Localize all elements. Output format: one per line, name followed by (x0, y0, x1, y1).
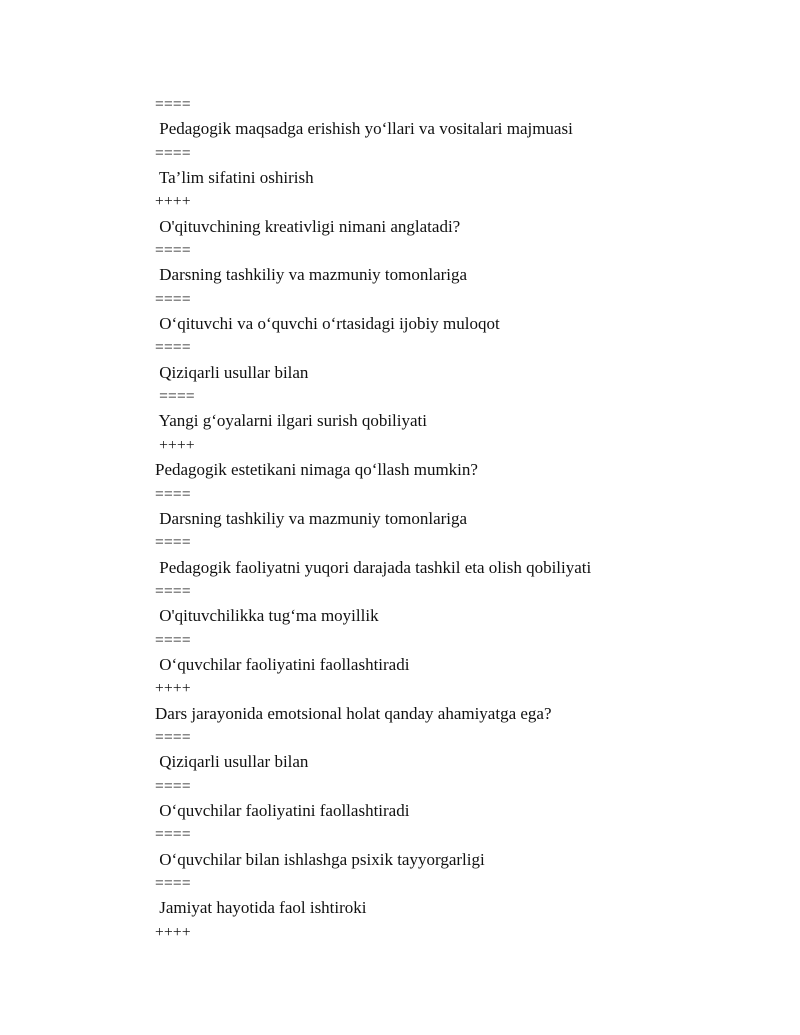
text-line: Jamiyat hayotida faol ishtiroki (155, 898, 367, 918)
separator-line: ++++ (155, 680, 191, 698)
text-line: O‘quvchilar faoliyatini faollashtiradi (155, 800, 410, 820)
separator-line: ==== (155, 388, 195, 406)
separator-line: ==== (155, 826, 191, 844)
separator-line: ==== (155, 631, 191, 649)
text-line: Dars jarayonida emotsional holat qanday ahamiyatga ega? (155, 703, 552, 723)
text-line: Darsning tashkiliy va mazmuniy tomonlariga (155, 265, 468, 285)
separator-line: ==== (155, 728, 191, 746)
text-line: O'qituvchining kreativligi nimani anglatadi? (155, 216, 461, 236)
separator-line: ==== (155, 242, 191, 260)
separator-line: ==== (155, 875, 191, 892)
text-line: Qiziqarli usullar bilan (155, 362, 309, 382)
separator-line: ++++ (155, 436, 195, 454)
text-line: Qiziqarli usullar bilan (155, 752, 309, 772)
text-line: Pedagogik estetikani nimaga qo‘llash mumkin? (155, 460, 478, 480)
separator-line: ++++ (155, 923, 191, 941)
separator-line: ++++ (155, 193, 191, 211)
text-line: Yangi g‘oyalarni ilgari surish qobiliyati (155, 411, 427, 431)
text-line: Pedagogik maqsadga erishish yo‘llari va vositalari majmuasi (155, 119, 573, 139)
separator-line: ==== (155, 534, 191, 552)
text-line: O‘quvchilar faoliyatini faollashtiradi (155, 654, 410, 674)
text-line: Darsning tashkiliy va mazmuniy tomonlariga (155, 508, 468, 528)
text-line: O‘quvchilar bilan ishlashga psixik tayyorgarligi (155, 849, 485, 869)
separator-line: ==== (155, 96, 191, 113)
separator-line: ==== (155, 339, 191, 357)
text-line: O‘qituvchi va o‘quvchi o‘rtasidagi ijobiy muloqot (155, 314, 500, 334)
text-line: Pedagogik faoliyatni yuqori darajada tashkil eta olish qobiliyati (155, 557, 592, 577)
text-lines (155, 93, 775, 945)
separator-line: ==== (155, 144, 191, 162)
separator-line: ==== (155, 485, 191, 503)
text-line: Ta’lim sifatini oshirish (155, 168, 314, 188)
separator-line: ==== (155, 290, 191, 308)
separator-line: ==== (155, 777, 191, 795)
separator-line: ==== (155, 582, 191, 600)
text-line: O'qituvchilikka tug‘ma moyillik (155, 606, 379, 626)
